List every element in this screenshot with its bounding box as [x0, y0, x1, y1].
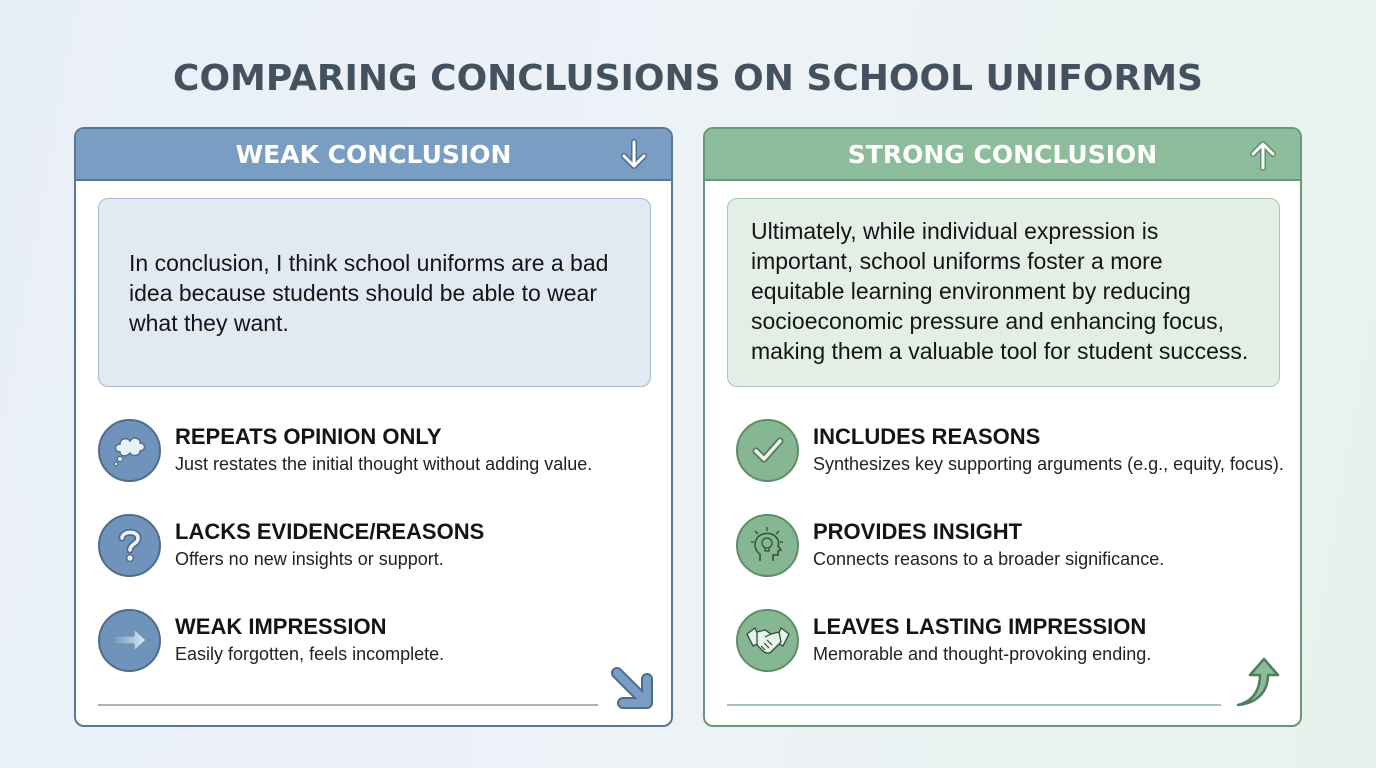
feature-title: INCLUDES REASONS: [813, 424, 1041, 449]
feature-title: WEAK IMPRESSION: [175, 614, 387, 639]
weak-quote-text: In conclusion, I think school uniforms are a bad idea because students should be able to wear what they want.: [129, 249, 609, 336]
page-title: COMPARING CONCLUSIONS ON SCHOOL UNIFORMS: [173, 58, 1203, 99]
question-mark-icon: [98, 514, 161, 577]
feature-title: LACKS EVIDENCE/REASONS: [175, 519, 485, 544]
strong-feature-item: [736, 418, 1296, 482]
feature-description: Easily forgotten, feels incomplete.: [175, 644, 445, 664]
handshake-icon: [736, 609, 799, 672]
weak-conclusion-panel: [74, 127, 673, 727]
arrow-up-icon: [1248, 139, 1278, 171]
strong-conclusion-panel: [703, 127, 1302, 727]
weak-panel-title: WEAK CONCLUSION: [235, 139, 512, 169]
strong-divider: [727, 704, 1221, 706]
strong-panel-header: [705, 129, 1300, 181]
feature-description: Offers no new insights or support.: [175, 549, 444, 569]
lightbulb-head-icon: [736, 514, 799, 577]
checkmark-icon: [736, 419, 799, 482]
feature-description: Connects reasons to a broader significance.: [813, 549, 1165, 569]
arrow-down-icon: [619, 139, 649, 171]
feature-title: PROVIDES INSIGHT: [813, 519, 1023, 544]
strong-feature-item: [736, 608, 1296, 672]
strong-conclusion-quote: [727, 198, 1280, 387]
weak-panel-header: [76, 129, 671, 181]
arrow-down-right-icon: [609, 665, 655, 711]
thought-bubble-icon: [98, 419, 161, 482]
arrow-right-icon: [98, 609, 161, 672]
feature-title: REPEATS OPINION ONLY: [175, 424, 442, 449]
weak-conclusion-quote: [98, 198, 651, 387]
weak-divider: [98, 704, 598, 706]
curved-arrow-up-icon: [1238, 659, 1278, 705]
weak-feature-item: [98, 608, 658, 672]
weak-feature-item: [98, 513, 658, 577]
strong-feature-item: [736, 513, 1296, 577]
feature-description: Synthesizes key supporting arguments (e.g., equity, focus).: [813, 454, 1284, 474]
feature-description: Memorable and thought-provoking ending.: [813, 644, 1152, 664]
weak-feature-item: [98, 418, 658, 482]
feature-description: Just restates the initial thought without adding value.: [175, 454, 593, 474]
feature-title: LEAVES LASTING IMPRESSION: [813, 614, 1147, 639]
strong-quote-text: Ultimately, while individual expression is important, school uniforms foster a more equitable learning environment by reducing socioeconomic pressure and enhancing focus, making them a valuable tool for student success.: [751, 218, 1249, 364]
strong-panel-title: STRONG CONCLUSION: [847, 139, 1158, 169]
